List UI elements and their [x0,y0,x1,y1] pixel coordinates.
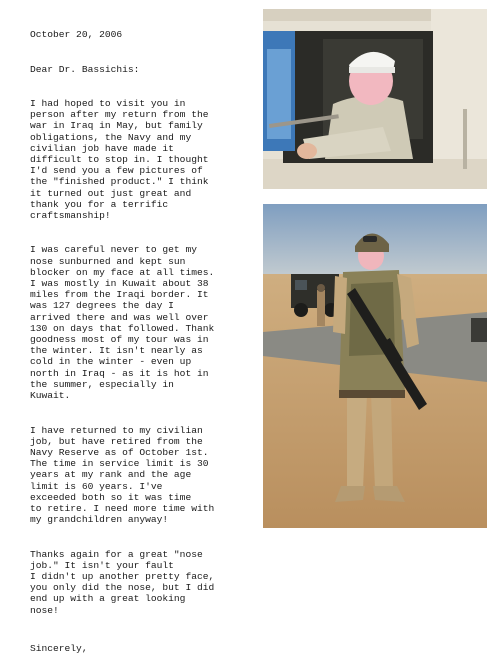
letter-paragraph-3: I have returned to my civilian job, but have retired from the Navy Reserve as of October 1st. The time in service limit is 30 years at my rank and the age limit is 60 years. I've exceeded both so it was time to retire. I need more time with my grandchildren anyway! [30,424,215,526]
photo-soldier-illustration [263,204,487,528]
photo-sailor-illustration [263,9,487,189]
letter-paragraph-2: I was careful never to get my nose sunburned and kept sun blocker on my face at all times. I was mostly in Kuwait about 38 miles from the Iraqi border. It was 127 degrees the day I arrived there and was well over 130 on days that followed. Thank goodness most of my tour was in the winter. It isn't nearly as cold in the winter - even up north in Iraq - as it is hot in the summer, especially in Kuwait. [30,244,215,402]
letter-closing: Sincerely, [30,642,88,654]
letter-paragraph-4: Thanks again for a great "nose job." It isn't your fault I didn't up another pretty face, you only did the nose, but I did end up with a great looking nose! [30,548,215,616]
letter-body [30,18,256,665]
letter-salutation: Dear Dr. Bassichis: [30,63,140,75]
photo-sailor-in-vehicle [263,9,487,189]
letter-paragraph-1: I had hoped to visit you in person after my return from the war in Iraq in May, but family obligations, the Navy and my civilian job have made it difficult to stop in. I thought I'd send you a few pictures of the "finished product." I think it turned out just great and thank you for a terrific craftsmanship! [30,98,209,222]
photo-soldier-in-desert [263,204,487,528]
letter-date: October 20, 2006 [30,29,123,41]
